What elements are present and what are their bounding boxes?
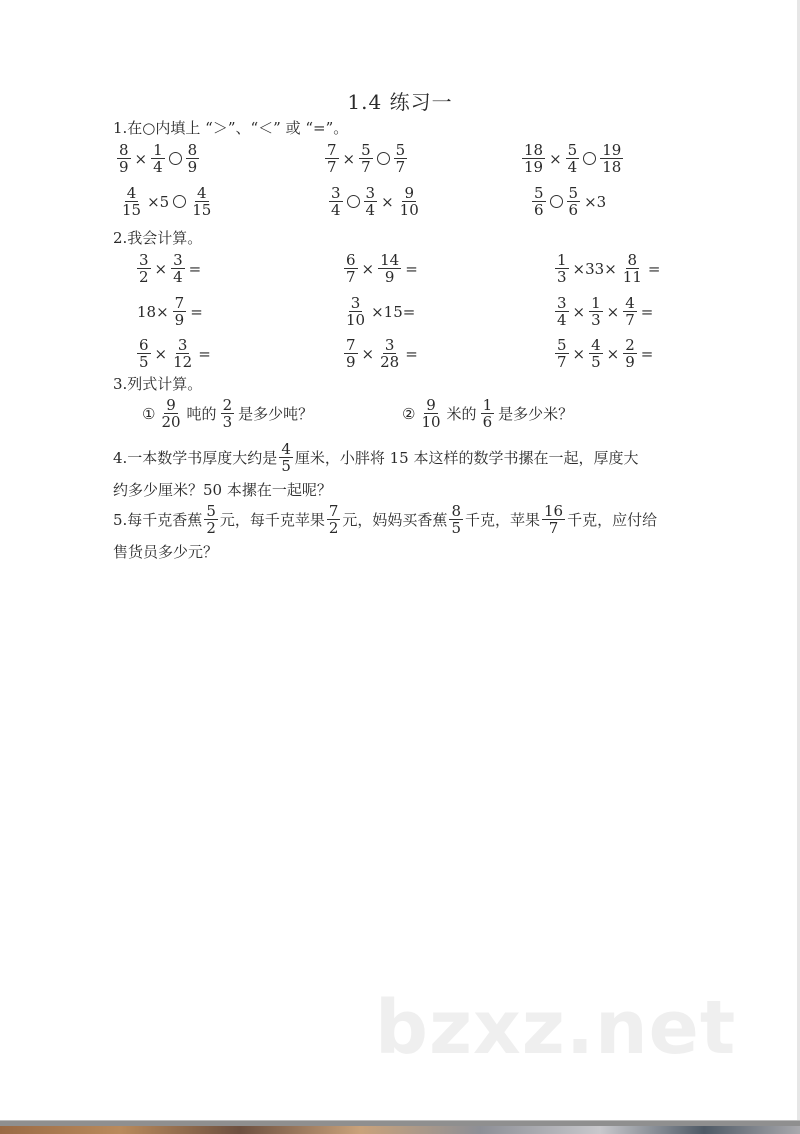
question-4-line-1: 4.一本数学书厚度大约是 $\frac{4}{5}$ 厘米，小胖将 15 本这样的数学书摞在一起，厚度大 bbox=[113, 440, 639, 475]
q1-expr-2: $\frac{7}{7}$ × $\frac{5}{7}$ $\frac{5}{7}$ bbox=[327, 141, 406, 176]
answer-circle[interactable] bbox=[583, 152, 596, 165]
q2-expr-7: $\frac{6}{5}$ × $\frac{3}{12}$ = bbox=[139, 336, 211, 371]
question-5-line-1: 5.每千克香蕉 $\frac{5}{2}$ 元，每千克苹果 $\frac{7}{2}$ 元，妈妈买香蕉 $\frac{8}{5}$ 千克，苹果 $\frac{16}{7}$ 千克，应付给 bbox=[113, 502, 658, 537]
q3-problem-2: ② $\frac{9}{10}$ 米的 $\frac{1}{6}$ 是多少米？ bbox=[402, 396, 574, 431]
q2-expr-3: $\frac{1}{3}$ ×33× $\frac{8}{11}$ = bbox=[557, 251, 661, 286]
q2-expr-1: $\frac{3}{2}$ × $\frac{3}{4}$ = bbox=[139, 251, 202, 286]
q2-expr-8: $\frac{7}{9}$ × $\frac{3}{28}$ = bbox=[346, 336, 418, 371]
page-title: 1.4 练习一 bbox=[347, 90, 453, 114]
answer-circle[interactable] bbox=[550, 195, 563, 208]
answer-circle[interactable] bbox=[169, 152, 182, 165]
q3-problem-1: ① $\frac{9}{20}$ 吨的 $\frac{2}{3}$ 是多少吨？ bbox=[142, 396, 314, 431]
question-5-line-2: 售货员多少元？ bbox=[113, 543, 219, 561]
q2-expr-5: $\frac{3}{10}$ ×15= bbox=[346, 294, 416, 329]
q1-expr-4: $\frac{4}{15}$ ×5 $\frac{4}{15}$ bbox=[122, 184, 212, 219]
q2-expr-9: $\frac{5}{7}$ × $\frac{4}{5}$ × $\frac{2}{9}$ = bbox=[557, 336, 654, 371]
q2-expr-2: $\frac{6}{7}$ × $\frac{14}{9}$ = bbox=[346, 251, 418, 286]
q1-expr-5: $\frac{3}{4}$ $\frac{3}{4}$ × $\frac{9}{10}$ bbox=[331, 184, 419, 219]
q1-expr-1: $\frac{8}{9}$ × $\frac{1}{4}$ $\frac{8}{9}$ bbox=[119, 141, 198, 176]
answer-circle[interactable] bbox=[347, 195, 360, 208]
background-photo-strip bbox=[0, 1126, 800, 1134]
q1-expr-6: $\frac{5}{6}$ $\frac{5}{6}$ ×3 bbox=[534, 184, 607, 219]
answer-circle[interactable] bbox=[377, 152, 390, 165]
watermark: bzxz.net bbox=[375, 985, 737, 1071]
q2-expr-4: 18× $\frac{7}{9}$ = bbox=[137, 294, 203, 329]
question-1-label: 1.在○内填上 “＞”、“＜” 或 “=”。 bbox=[113, 119, 349, 137]
q2-expr-6: $\frac{3}{4}$ × $\frac{1}{3}$ × $\frac{4}{7}$ = bbox=[557, 294, 654, 329]
answer-circle[interactable] bbox=[173, 195, 186, 208]
question-3-label: 3.列式计算。 bbox=[113, 375, 203, 393]
q1-expr-3: $\frac{18}{19}$ × $\frac{5}{4}$ $\frac{19}{18}$ bbox=[524, 141, 622, 176]
question-4-line-2: 约多少厘米？50 本摞在一起呢？ bbox=[113, 481, 332, 499]
question-2-label: 2.我会计算。 bbox=[113, 229, 203, 247]
